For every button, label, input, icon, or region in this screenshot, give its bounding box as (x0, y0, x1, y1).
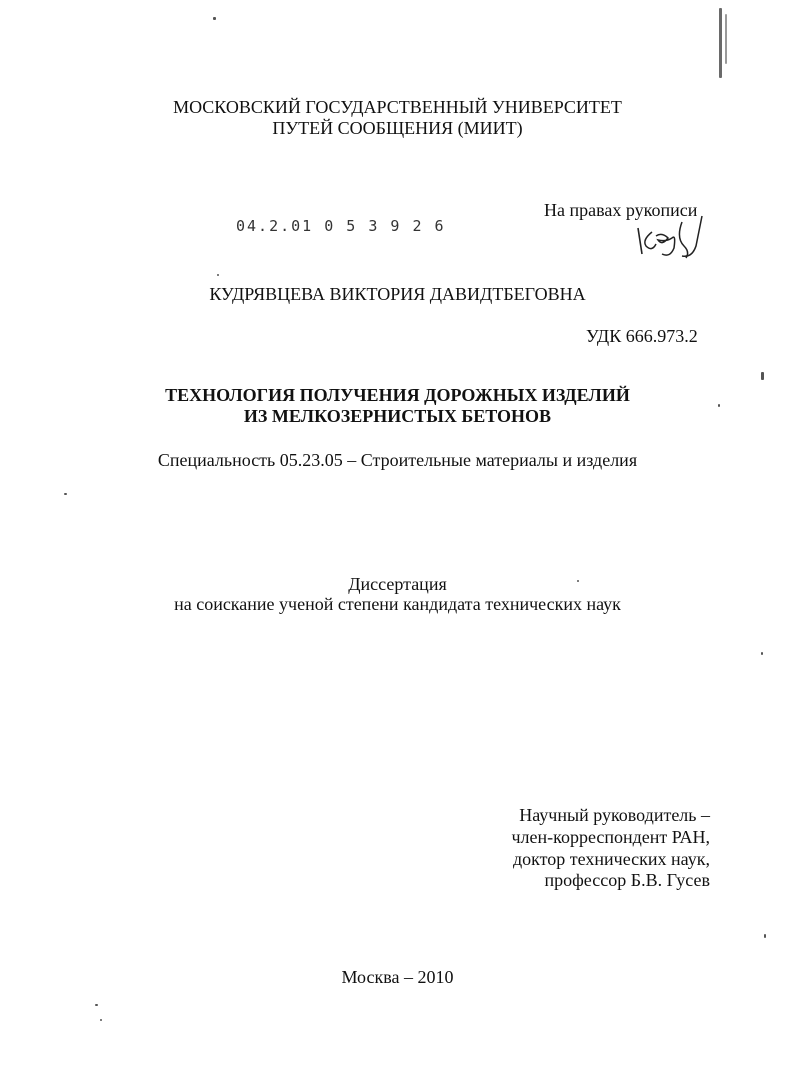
degree-line: на соискание ученой степени кандидата технических наук (174, 594, 621, 614)
university-name-line2: ПУТЕЙ СООБЩЕНИЯ (МИИТ) (272, 118, 523, 138)
place-and-year: Москва – 2010 (341, 967, 454, 987)
signature-icon (632, 212, 710, 262)
dissertation-label: Диссертация (348, 574, 447, 594)
author-name: КУДРЯВЦЕВА ВИКТОРИЯ ДАВИДТБЕГОВНА (209, 284, 586, 304)
specialty-line: Специальность 05.23.05 – Строительные материалы и изделия (157, 450, 638, 470)
supervisor-line3: доктор технических наук, (513, 849, 710, 869)
title-line1: ТЕХНОЛОГИЯ ПОЛУЧЕНИЯ ДОРОЖНЫХ ИЗДЕЛИЙ (165, 385, 630, 405)
udc-code: УДК 666.973.2 (586, 326, 698, 346)
supervisor-line2: член-корреспондент РАН, (511, 827, 710, 847)
university-name-line1: МОСКОВСКИЙ ГОСУДАРСТВЕННЫЙ УНИВЕРСИТЕТ (173, 97, 622, 117)
title-line2: ИЗ МЕЛКОЗЕРНИСТЫХ БЕТОНОВ (243, 406, 552, 426)
supervisor-line1: Научный руководитель – (519, 805, 710, 825)
manuscript-rights-label: На правах рукописи (544, 200, 698, 220)
registration-stamp-number: 04.2.01 0 5 3 9 2 6 (236, 217, 446, 235)
supervisor-line4: профессор Б.В. Гусев (544, 870, 710, 890)
